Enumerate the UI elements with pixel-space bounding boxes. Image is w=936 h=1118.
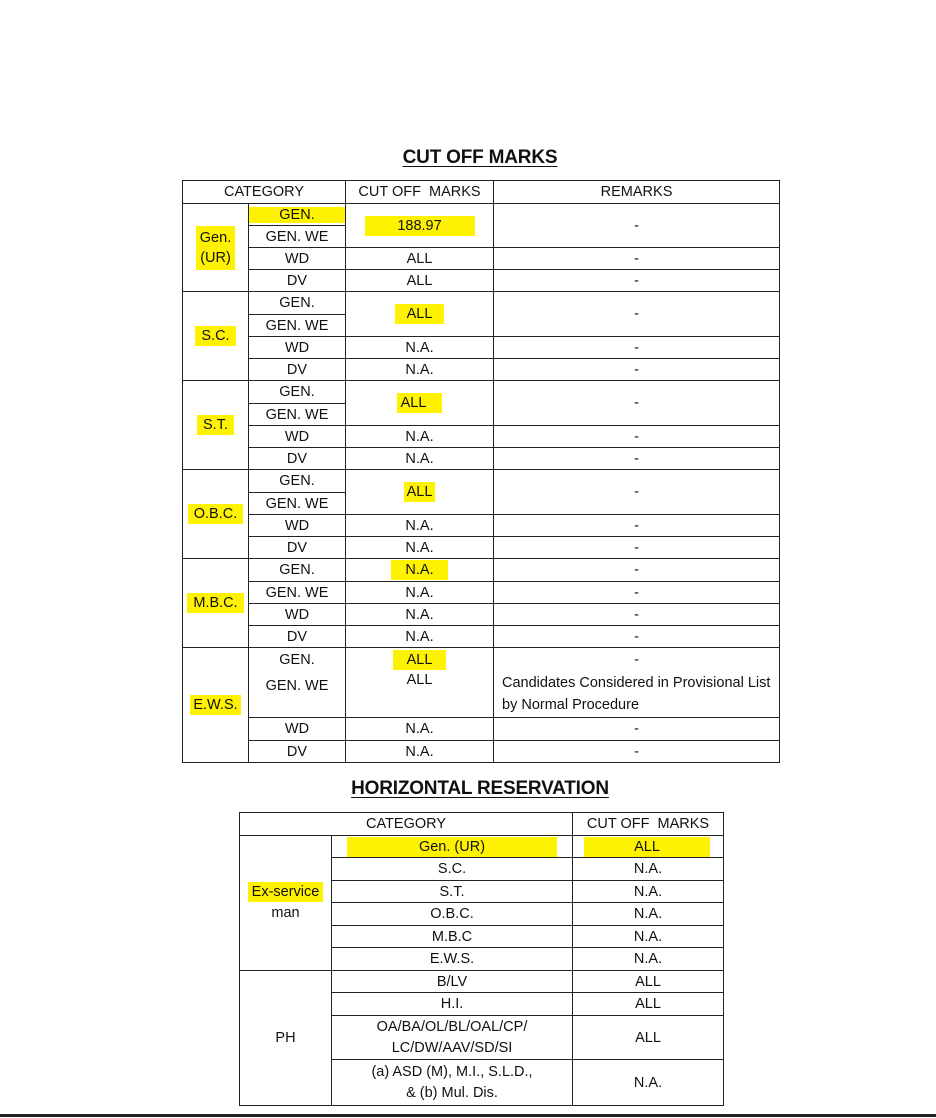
table-row [183,248,780,270]
cutoff-cell: N.A. [346,582,494,604]
subcategory-cell: (a) ASD (M), M.I., S.L.D., & (b) Mul. Dis. [332,1060,573,1106]
table-header-row [240,813,724,836]
remarks-cell: - [494,515,780,537]
subcategory-cell: DV [249,270,346,292]
table-row [240,971,724,993]
cutoff-cell: N.A. [573,948,724,971]
horizontal-reservation-table [239,812,724,1106]
category-cell: O.B.C. [183,470,249,559]
subcategory-cell: WD [249,718,346,741]
table-header-row [183,181,780,204]
column-header-category: CATEGORY [240,813,573,836]
subcategory-cell: WD [249,515,346,537]
cutoff-cell: 188.97 [346,204,494,248]
cutoff-cell: ALL [346,248,494,270]
cutoff-cell: N.A. [346,559,494,582]
table-row [183,204,780,226]
remarks-cell: - [494,248,780,270]
table-row [183,559,780,582]
category-cell: M.B.C. [183,559,249,648]
table-row [183,648,780,672]
subcategory-cell: GEN. WE [249,226,346,248]
subcategory-cell: M.B.C [332,926,573,948]
table-row [183,672,780,718]
cutoff-cell: ALL [346,381,494,426]
remarks-cell: - [494,559,780,582]
cutoff-cell: ALL [346,648,494,672]
subcategory-cell: B/LV [332,971,573,993]
cutoff-cell: N.A. [573,903,724,926]
remarks-cell: - [494,582,780,604]
subcategory-cell: OA/BA/OL/BL/OAL/CP/ LC/DW/AAV/SD/SI [332,1016,573,1060]
subcategory-cell: GEN. [249,559,346,582]
remarks-cell: - [494,448,780,470]
subcategory-cell: WD [249,337,346,359]
subcategory-cell: GEN. [249,292,346,315]
table-row [183,470,780,493]
cutoff-cell: N.A. [346,604,494,626]
column-header-cutoff: CUT OFF MARKS [346,181,494,204]
table-row [183,359,780,381]
cutoff-cell: N.A. [573,881,724,903]
column-header-cutoff: CUT OFF MARKS [573,813,724,836]
subcategory-cell: GEN. WE [249,315,346,337]
subcategory-cell: WD [249,426,346,448]
table-row [183,448,780,470]
subcategory-cell: DV [249,741,346,763]
subcategory-cell: S.T. [332,881,573,903]
remarks-cell: - [494,381,780,426]
subcategory-cell: Gen. (UR) [332,836,573,858]
cutoff-cell: N.A. [346,741,494,763]
remarks-cell: - [494,626,780,648]
cutoff-cell: N.A. [346,718,494,741]
remarks-cell: - [494,741,780,763]
cutoff-marks-table [182,180,780,763]
subcategory-cell: GEN. WE [249,493,346,515]
category-cell: Gen. (UR) [183,204,249,292]
category-cell: Ex-service man [240,836,332,971]
remarks-cell: - [494,537,780,559]
table-row [240,836,724,858]
cutoff-cell: ALL [573,993,724,1016]
table-row [183,537,780,559]
remarks-cell: - [494,648,780,672]
cutoff-cell: N.A. [573,858,724,881]
remarks-cell: - [494,359,780,381]
subcategory-cell: GEN. WE [249,582,346,604]
cutoff-cell: ALL [573,1016,724,1060]
table-row [183,741,780,763]
subcategory-cell: WD [249,248,346,270]
table-row [183,426,780,448]
subcategory-cell: GEN. WE [249,404,346,426]
cutoff-cell: ALL [346,270,494,292]
subcategory-cell: GEN. WE [249,672,346,718]
cutoff-cell: ALL [573,971,724,993]
remarks-cell: - [494,204,780,248]
table-row [183,718,780,741]
cutoff-cell: ALL [573,836,724,858]
subcategory-cell: DV [249,448,346,470]
subcategory-cell: GEN. [249,470,346,493]
subcategory-cell: O.B.C. [332,903,573,926]
remarks-cell: - [494,292,780,337]
subcategory-cell: DV [249,626,346,648]
category-cell: S.C. [183,292,249,381]
cutoff-cell: ALL [346,292,494,337]
table-row [183,337,780,359]
subcategory-cell: WD [249,604,346,626]
category-cell: PH [240,971,332,1106]
subcategory-cell: DV [249,537,346,559]
cutoff-cell: N.A. [346,448,494,470]
remarks-cell: - [494,604,780,626]
subcategory-cell: S.C. [332,858,573,881]
cutoff-cell: N.A. [346,537,494,559]
remarks-cell: - [494,337,780,359]
bottom-divider [0,1114,936,1117]
remarks-cell: Candidates Considered in Provisional List by Normal Procedure [494,672,780,718]
cutoff-cell: N.A. [346,426,494,448]
section-title: HORIZONTAL RESERVATION [351,778,609,799]
column-header-category: CATEGORY [183,181,346,204]
cutoff-cell: N.A. [346,515,494,537]
subcategory-cell: GEN. [249,204,346,226]
subcategory-cell: GEN. [249,648,346,672]
subcategory-cell: DV [249,359,346,381]
category-cell: S.T. [183,381,249,470]
remarks-cell: - [494,470,780,515]
subcategory-cell: H.I. [332,993,573,1016]
cutoff-cell: N.A. [573,926,724,948]
table-row [183,515,780,537]
cutoff-cell: ALL [346,672,494,718]
table-row [183,626,780,648]
table-row [183,292,780,315]
cutoff-cell: N.A. [573,1060,724,1106]
category-cell: E.W.S. [183,648,249,763]
cutoff-cell: N.A. [346,337,494,359]
column-header-remarks: REMARKS [494,181,780,204]
remarks-cell: - [494,426,780,448]
table-row [183,270,780,292]
page-title: CUT OFF MARKS [402,147,558,168]
subcategory-cell: GEN. [249,381,346,404]
table-row [183,381,780,404]
cutoff-cell: ALL [346,470,494,515]
table-row [183,604,780,626]
cutoff-cell: N.A. [346,359,494,381]
remarks-cell: - [494,270,780,292]
subcategory-cell: E.W.S. [332,948,573,971]
remarks-cell: - [494,718,780,741]
cutoff-cell: N.A. [346,626,494,648]
table-row [183,582,780,604]
